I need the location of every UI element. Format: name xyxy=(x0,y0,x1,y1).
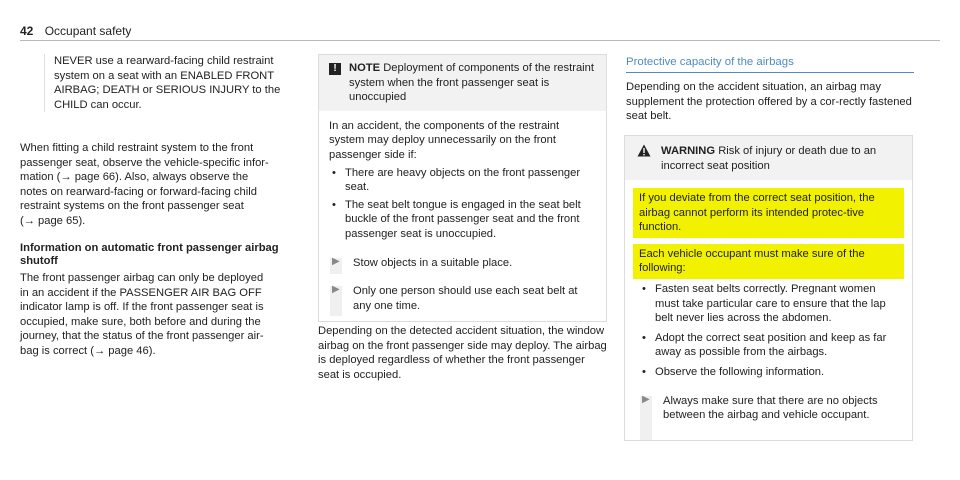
fitting-line: passenger seat, observe the vehicle-specific infor- xyxy=(20,156,269,169)
warning-header xyxy=(625,136,912,180)
step-text: Stow objects in a suitable place. xyxy=(353,256,513,269)
list-item: • The seat belt tongue is engaged in the seat belt buckle of the front passenger seat and the front passenger seat is unoccupied. xyxy=(329,198,596,242)
section-heading: Protective capacity of the airbags xyxy=(626,56,914,73)
highlight-text: Each vehicle occupant must make sure of the following: xyxy=(639,247,865,275)
note-label: NOTE xyxy=(349,62,381,74)
warning-triangle-icon xyxy=(637,144,651,157)
note-body xyxy=(319,111,606,322)
highlight-text: If you deviate from the correct seat position, the airbag cannot perform its intended protec-tive function. xyxy=(639,192,875,234)
step-item xyxy=(329,284,596,313)
fitting-line: (→ page 65). xyxy=(20,214,86,227)
highlighted-warning xyxy=(633,188,904,238)
window-airbag-text: Depending on the detected accident situation, the window airbag on the front passenger side may deploy. The airbag is deployed regardless of whether the front passenger seat is occupied. xyxy=(318,325,607,381)
shutoff-line: journey, that the status of the front passenger air- xyxy=(20,330,264,343)
note-header xyxy=(319,55,606,111)
warning-label: WARNING xyxy=(661,145,716,157)
page-number: 42 xyxy=(20,24,34,38)
warning-head-text: Risk of injury or death due to an incorrect seat position xyxy=(661,145,877,172)
step-item xyxy=(639,394,898,423)
protective-intro-text: Depending on the accident situation, an airbag may supplement the protection offered by a cor-rectly fastened seat belt. xyxy=(626,81,912,123)
list-item: • Adopt the correct seat position and keep as far away as possible from the airbags. xyxy=(639,331,898,360)
section-title: Occupant safety xyxy=(44,24,132,38)
list-item: • Observe the following information. xyxy=(639,365,898,380)
fitting-line: restraint systems on the front passenger seat xyxy=(20,200,244,213)
shutoff-line: The front passenger airbag can only be deployed xyxy=(20,272,264,284)
arrow-right-icon: ▶ xyxy=(332,284,340,296)
note-box xyxy=(318,54,607,322)
highlighted-instruction xyxy=(633,244,904,279)
heading-line: shutoff xyxy=(20,255,58,267)
window-airbag-paragraph xyxy=(318,324,608,382)
shutoff-line: indicator lamp is off. If the front passenger seat is xyxy=(20,301,264,314)
airbag-shutoff-paragraph xyxy=(20,271,305,359)
step-text: Only one person should use each seat belt at any one time. xyxy=(353,285,578,312)
step-text: Always make sure that there are no objects between the airbag and vehicle occupant. xyxy=(663,394,878,422)
shutoff-line: bag is correct (→ page 46). xyxy=(20,344,156,357)
arrow-right-icon: ▶ xyxy=(642,393,650,405)
note-intro: In an accident, the components of the restraint system may deploy unnecessarily on the front passenger side if: xyxy=(329,119,560,161)
list-item: • There are heavy objects on the front passenger seat. xyxy=(329,166,596,195)
list-item: • Fasten seat belts correctly. Pregnant women must take particular care to ensure that the lap belt never lies across the abdomen. xyxy=(639,282,898,326)
step-item xyxy=(329,256,596,271)
header-divider xyxy=(20,40,940,41)
child-seat-warning-text: NEVER use a rearward-facing child restraint system on a seat with an ENABLED FRONT AIRBAG; DEATH or SERIOUS INJURY to the CHILD can occur. xyxy=(54,55,281,111)
heading-line: Information on automatic front passenger airbag xyxy=(20,242,279,254)
fitting-line: notes on rearward-facing or forward-facing child xyxy=(20,185,257,198)
fitting-line: mation (→ page 66). Also, always observe the xyxy=(20,171,249,184)
fitting-paragraph xyxy=(20,141,305,229)
airbag-shutoff-heading xyxy=(20,242,305,268)
shutoff-line: occupied, make sure, both before and during the xyxy=(20,315,261,328)
note-head-text: Deployment of components of the restraint system when the front passenger seat is unoccupied xyxy=(349,62,594,104)
child-seat-warning xyxy=(44,54,302,112)
fitting-line: When fitting a child restraint system to the front xyxy=(20,142,254,154)
warning-box xyxy=(624,135,913,441)
shutoff-line: in an accident if the PASSENGER AIR BAG OFF xyxy=(20,286,262,299)
exclamation-icon: ! xyxy=(329,63,341,75)
page-header xyxy=(20,24,131,38)
arrow-right-icon: ▶ xyxy=(332,255,340,267)
protective-intro xyxy=(626,80,914,124)
